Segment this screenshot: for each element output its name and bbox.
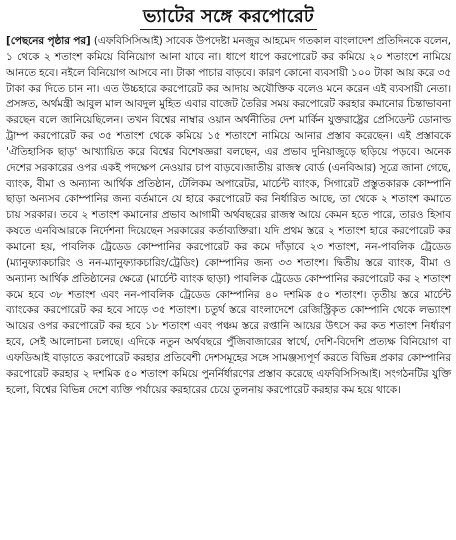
headline-container bbox=[6, 6, 451, 30]
jumpline: [পেছনের পৃষ্ঠার পর] bbox=[6, 35, 91, 47]
article-text: (এফবিসিসিআই) সাবেক উপদেষ্টা মনজুর আহমেদ গতকাল বাংলাদেশ প্রতিদিনকে বলেন, ১ থেকে ২ শতাংশ কমিয়ে বিনিয়োগ আনা যাবে না। ধাপে ধাপে করপোরেট কর কমিয়ে ২০ শতাংশে নামিয়ে আনতে হবে। নইলে বিনিয়োগ আসবে না। টাকা পাচার বাড়বে। কারণ কোনো ব্যবসায়ী ১০০ টাকা আয় করে ৩৫ টাকা কর দিতে চান না। এত উচ্চহারে করপোরেট কর আদায় অযৌক্তিক বলেও মনে করেন এই ব্যবসায়ী নেতা। প্রসঙ্গত, অর্থমন্ত্রী আবুল মাল আবদুল মুহিত এবার বাজেট তৈরির সময় করপোরেট করহার কমানোর চিন্তাভাবনা করছেন বলে জানিয়েছিলেন। তখন বিশ্বের নাম্বার ওয়ান অর্থনীতির দেশ মার্কিন যুক্তরাষ্ট্রের প্রেসিডেন্ট ডোনাল্ড ট্রাম্প করপোরেট কর ৩৫ শতাংশ থেকে কমিয়ে ১৫ শতাংশে নামিয়ে আনার প্রস্তাব করেছেন। এই প্রস্তাবকে 'ঐতিহাসিক ছাড়' আখ্যায়িত করে বিশ্বের বিশেষজ্ঞরা বলছেন, এর প্রভাব দুনিয়াজুড়ে ছড়িয়ে পড়বে। অনেক দেশের সরকারের ওপর একই পদক্ষেপ নেওয়ার চাপ বাড়বে।জাতীয় রাজস্ব বোর্ড (এনবিআর) সূত্রে জানা গেছে, ব্যাংক, বীমা ও অন্যান্য আর্থিক প্রতিষ্ঠান, টেলিকম অপারেটর, মার্চেন্ট ব্যাংক, সিগারেট প্রস্তুতকারক কোম্পানি ছাড়া অন্যসব কোম্পানির জন্য বর্তমানে যে হারে করপোরেট কর নির্ধারিত আছে, তা থেকে ২ শতাংশ কমাতে চায় সরকার। তবে ২ শতাংশ কমানোর প্রভাব আগামী অর্থবছরের রাজস্ব আয়ে কেমন হতে পারে, তারও হিসাব কষতে এনবিআরকে নির্দেশনা দিয়েছেন সরকারের কর্তাব্যক্তিরা। যদি প্রথম স্তরে ২ শতাংশ হারে করপোরেট কর কমানো হয়, পাবলিক ট্রেডেড কোম্পানির করপোরেট কর কমে দাঁড়াবে ২৩ শতাংশ, নন-পাবলিক ট্রেডেড (ম্যানুফ্যাকচারিং ও নন-ম্যানুফ্যাকচারিং/ট্রেডিং) কোম্পানির জন্য ৩৩ শতাংশ। দ্বিতীয় স্তরে ব্যাংক, বীমা ও অন্যান্য আর্থিক প্রতিষ্ঠানের ক্ষেত্রে (মার্চেন্ট ব্যাংক ছাড়া) পাবলিক ট্রেডেড কোম্পানির করপোরেট কর ২ শতাংশ কমে হবে ৩৮ শতাংশ এবং নন-পাবলিক ট্রেডেড কোম্পানির ৪০ দশমিক ৫০ শতাংশ। তৃতীয় স্তরে মার্চেন্ট ব্যাংকের করপোরেট কর হবে সাড়ে ৩৫ শতাংশ। চতুর্থ স্তরে বাংলাদেশে রেজিস্ট্রিকৃত কোম্পানি থেকে লভ্যাংশ আয়ের ওপর করপোরেট কর হবে ১৮ শতাংশ এবং পঞ্চম স্তরে রপ্তানি আয়ের উৎসে কর কত শতাংশ নির্ধারণ হবে, সেই আলোচনা চলছে। এদিকে নতুন অর্থবছরে পুঁজিবাজারের স্বার্থে, দেশি-বিদেশি প্রত্যক্ষ বিনিয়োগ বা এফডিআই বাড়াতে করপোরেট করহার প্রতিবেশী দেশসমূহের সঙ্গে সামঞ্জস্যপূর্ণ করতে বিভিন্ন প্রকার কোম্পানির করপোরেট করহার ২ দশমিক ৫০ শতাংশ কমিয়ে পুনর্নির্ধারণের প্রস্তাব করেছে এফবিসিসিআই। সংগঠনটির যুক্তি হলো, বিশ্বের বিভিন্ন দেশে ব্যক্তি পর্যায়ের করহারের চেয়ে তুলনায় করপোরেট করহার কম হয়ে থাকে। bbox=[6, 35, 451, 396]
article-paragraph bbox=[6, 34, 451, 398]
article-body bbox=[6, 34, 451, 398]
headline: ভ্যাটের সঙ্গে করপোরেট bbox=[140, 6, 317, 30]
